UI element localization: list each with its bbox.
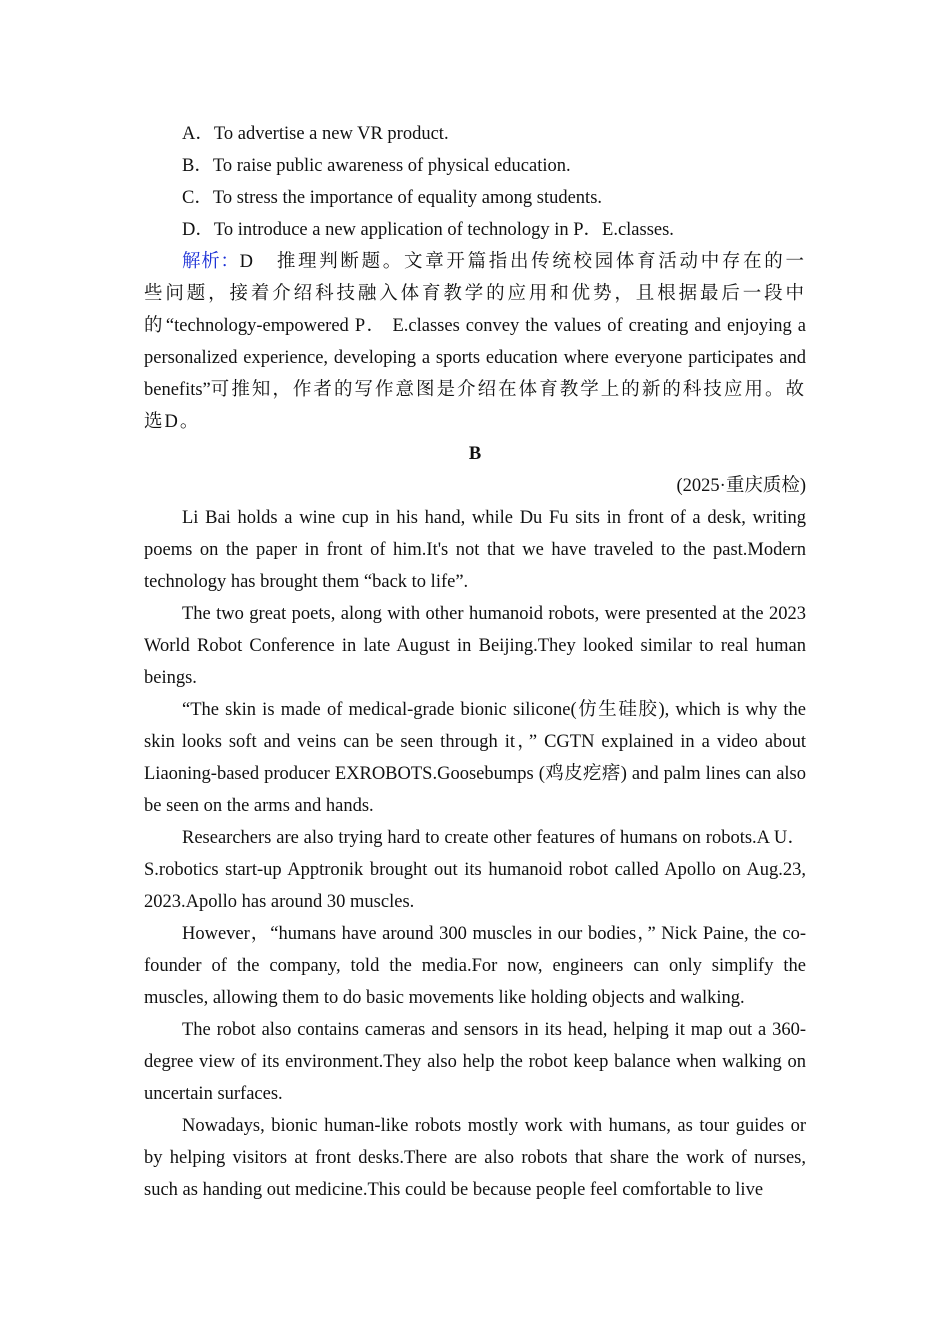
passage-paragraph: The two great poets, along with other humanoid robots, were presented at the 2023 World Robot Conference in late August in Beijing.They looked similar to real human beings. [144, 604, 806, 688]
passage-paragraph: The robot also contains cameras and sensors in its head, helping it map out a 360-degree view of its environment.They also help the robot keep balance when walking on uncertain surfaces. [144, 1020, 806, 1104]
passage-paragraph: Li Bai holds a wine cup in his hand, while Du Fu sits in front of a desk, writing poems on the paper in front of him.It's not that we have traveled to the past.Modern technology has brought them “back to life”. [144, 508, 806, 592]
passage-paragraph: Researchers are also trying hard to create other features of humans on robots.A U． S.robotics start-up Apptronik brought out its humanoid robot called Apollo on Aug.23, 2023.Apollo has around 30 muscles. [144, 828, 806, 912]
option-letter: D． [182, 220, 214, 240]
analysis-quote: “technology-empowered P． E.classes convey the values of creating and enjoying a personalized experience, developing a sports education where everyone participates and benefits” [144, 316, 806, 400]
passage-paragraph: “The skin is made of medical-grade bionic silicone(仿生硅胶), which is why the skin looks soft and veins can be seen through it，” CGTN explained in a video about Liaoning-based producer EXROBOTS.Goosebumps (鸡皮疙瘩) and palm lines can also be seen on the arms and hands. [144, 700, 806, 816]
passage-heading: B [468, 444, 482, 464]
analysis-label: 解析： [182, 252, 240, 272]
passage-source: (2025·重庆质检) [676, 476, 806, 496]
option-d [144, 214, 806, 246]
document-page [144, 118, 806, 1206]
option-c [144, 182, 806, 214]
analysis-body-2: 可推知，作者的写作意图是介绍在体育教学上的新的科技应用。故选D。 [144, 380, 806, 432]
passage-paragraph: However，“humans have around 300 muscles in our bodies，” Nick Paine, the co-founder of the company, told the media.For now, engineers can only simplify the muscles, allowing them to do basic movements like holding objects and walking. [144, 924, 806, 1008]
option-letter: C． [182, 188, 213, 208]
option-letter: A． [182, 124, 214, 144]
option-text: To raise public awareness of physical education. [212, 156, 571, 176]
analysis-paragraph [144, 246, 806, 438]
option-b [144, 150, 806, 182]
analysis-body-1: D 推理判断题。文章开篇指出传统校园体育活动中存在的一些问题，接着介绍科技融入体育教学的应用和优势，且根据最后一段中的 [144, 252, 806, 336]
option-text: To stress the importance of equality among students. [212, 188, 603, 208]
option-a [144, 118, 806, 150]
option-letter: B． [182, 156, 213, 176]
passage-paragraph: Nowadays, bionic human-like robots mostly work with humans, as tour guides or by helping visitors at front desks.There are also robots that share the work of nurses, such as handing out medicine.This could be because people feel comfortable to live [144, 1116, 806, 1200]
option-text: To advertise a new VR product. [213, 124, 449, 144]
option-text: To introduce a new application of technology in P．E.classes. [213, 220, 674, 240]
